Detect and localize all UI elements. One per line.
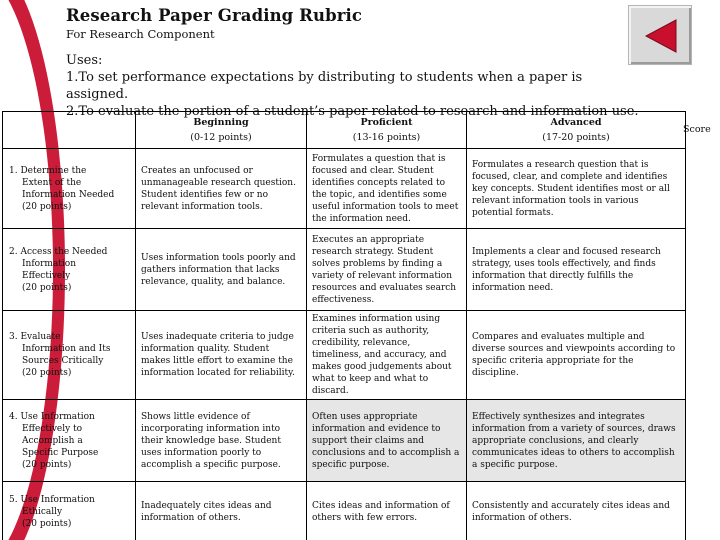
rubric-table: [2, 111, 686, 540]
advanced-cell: Compares and evaluates multiple and diverse sources and viewpoints according to specific criteria appropriate for the discipline.: [467, 311, 686, 400]
table-row: [3, 482, 686, 540]
uses-label: Uses:: [66, 53, 103, 68]
criterion-points: (20 points): [22, 459, 72, 470]
proficient-cell: Examines information using criteria such as authority, credibility, relevance, timeliness, and accuracy, and makes good judgements about what to keep and what to discard.: [307, 311, 467, 400]
criterion-title: Effectively to: [22, 423, 83, 434]
back-button[interactable]: [628, 5, 692, 65]
page-subtitle: For Research Component: [66, 27, 215, 41]
criterion-title: 5. Use Information: [9, 494, 95, 505]
advanced-cell: Formulates a research question that is focused, clear, and complete and identifies key concepts. Student identifies most or all relevant information tools in various potential formats.: [467, 149, 686, 229]
proficient-cell: Cites ideas and information of others with few errors.: [307, 482, 467, 540]
table-row: [3, 311, 686, 400]
criterion-points: (20 points): [22, 201, 72, 212]
criterion-points: (20 points): [22, 518, 72, 529]
criteria-header: [3, 112, 136, 149]
level-header-beginning: [136, 112, 307, 149]
criterion-title: 4. Use Information: [9, 411, 95, 422]
use-item-2: 2.To evaluate the portion of a student’s paper related to research and information use.: [66, 104, 639, 119]
criterion-points: (20 points): [22, 368, 72, 378]
criterion-title: Information Needed: [22, 189, 115, 200]
table-row: [3, 229, 686, 311]
criterion-cell: [3, 311, 136, 400]
level-name: Advanced: [550, 117, 602, 128]
header: [66, 6, 626, 41]
beginning-cell: Uses information tools poorly and gathers information that lacks relevance, quality, and balance.: [136, 229, 307, 311]
criterion-title: Sources Critically: [22, 356, 104, 366]
criterion-title: 2. Access the Needed: [9, 246, 108, 257]
table-row: [3, 400, 686, 482]
level-name: Beginning: [193, 117, 249, 128]
criterion-title: Extent of the: [22, 177, 82, 188]
score-column-label: Score: [683, 124, 711, 135]
beginning-cell: Inadequately cites ideas and information of others.: [136, 482, 307, 540]
beginning-cell: Shows little evidence of incorporating information into their knowledge base. Student uses information poorly to accomplish a specific purpose.: [136, 400, 307, 482]
uses-section: [66, 52, 646, 120]
criterion-title: Specific Purpose: [22, 447, 99, 458]
back-arrow-icon: [643, 18, 679, 54]
criterion-cell: [3, 149, 136, 229]
advanced-cell: Consistently and accurately cites ideas and information of others.: [467, 482, 686, 540]
criterion-title: Information: [22, 258, 77, 269]
criterion-title: Ethically: [22, 506, 63, 517]
header-row: [3, 112, 686, 149]
proficient-cell: Formulates a question that is focused and clear. Student identifies concepts related to the topic, and identifies some useful information tools to meet the information need.: [307, 149, 467, 229]
criterion-title: 1. Determine the: [9, 165, 87, 176]
beginning-cell: Creates an unfocused or unmanageable research question. Student identifies few or no relevant information tools.: [136, 149, 307, 229]
criterion-cell: [3, 400, 136, 482]
level-points: (17-20 points): [542, 132, 610, 143]
level-header-proficient: [307, 112, 467, 149]
advanced-cell: Effectively synthesizes and integrates information from a variety of sources, draws appropriate conclusions, and clearly communicates ideas to others to accomplish a specific purpose.: [467, 400, 686, 482]
criterion-title: Effectively: [22, 270, 71, 281]
advanced-cell: Implements a clear and focused research strategy, uses tools effectively, and finds information that directly fulfills the information need.: [467, 229, 686, 311]
level-points: (0-12 points): [190, 132, 252, 143]
criterion-cell: [3, 482, 136, 540]
proficient-cell: Often uses appropriate information and evidence to support their claims and conclusions and to accomplish a specific purpose.: [307, 400, 467, 482]
proficient-cell: Executes an appropriate research strategy. Student solves problems by finding a variety of relevant information resources and evaluates search effectiveness.: [307, 229, 467, 311]
table-row: [3, 149, 686, 229]
criterion-title: 3. Evaluate: [9, 332, 61, 342]
criterion-title: Accomplish a: [22, 435, 83, 446]
page-title: Research Paper Grading Rubric: [66, 6, 363, 25]
level-header-advanced: [467, 112, 686, 149]
criterion-cell: [3, 229, 136, 311]
use-item-1: 1.To set performance expectations by distributing to students when a paper is assigned.: [66, 70, 583, 102]
level-name: Proficient: [360, 117, 413, 128]
level-points: (13-16 points): [352, 132, 421, 143]
criterion-points: (20 points): [22, 282, 72, 293]
criterion-title: Information and Its: [22, 344, 111, 354]
beginning-cell: Uses inadequate criteria to judge information quality. Student makes little effort to examine the information located for reliability.: [136, 311, 307, 400]
